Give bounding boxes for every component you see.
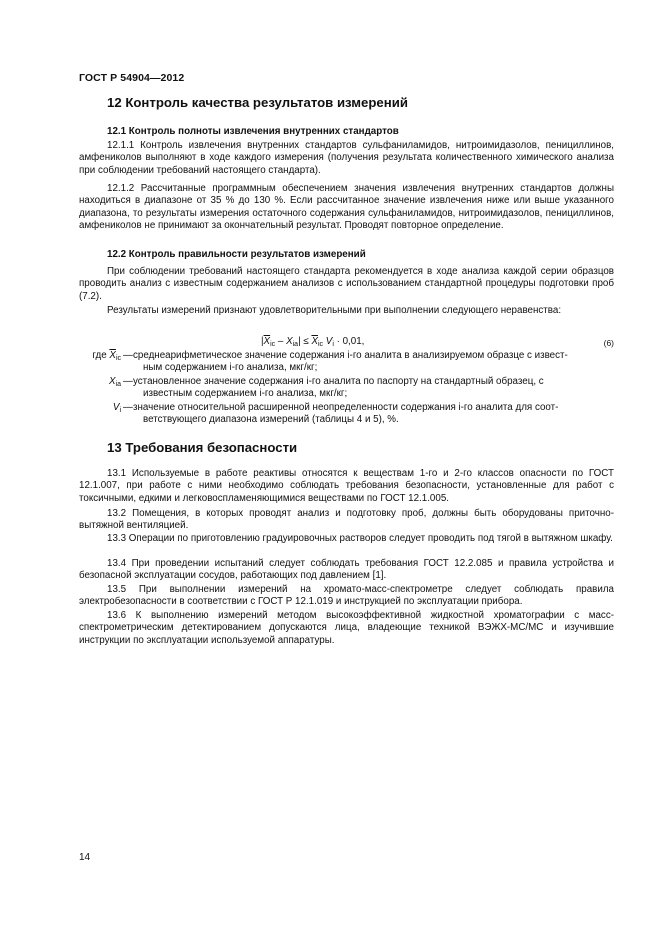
paragraph-13-6: 13.6 К выполнению измерений методом высокоэффективной жидкостной хроматографии с масс-спектрометрическим детектированием допускаются лица, владеющие техникой ВЭЖХ-МС/МС и изучившие инструкции по эксплуатации используемой аппаратуры. — [79, 610, 614, 646]
document-header: ГОСТ Р 54904—2012 — [79, 72, 185, 84]
subsection-12-1-heading: 12.1 Контроль полноты извлечения внутренних стандартов — [107, 126, 399, 137]
formula-number: (6) — [603, 338, 614, 348]
paragraph-12-1-1: 12.1.1 Контроль извлечения внутренних стандартов сульфаниламидов, нитроимидазолов, пенициллинов, амфениколов выполняют в ходе каждого измерения (получения результата количественного химического анализа при соблюдении требований настоящего стандарта). — [79, 140, 614, 176]
formula-6 — [79, 336, 614, 349]
formula-tail: · 0,01, — [333, 336, 365, 347]
section-12-heading: 12 Контроль качества результатов измерений — [107, 95, 408, 110]
paragraph-13-2: 13.2 Помещения, в которых проводят анализ и подготовку проб, должны быть оборудованы приточно-вытяжной вентиляцией. — [79, 508, 614, 532]
definition-text-cont: ветствующего диапазона измерений (таблицы 4 и 5), %. — [143, 414, 399, 426]
definition-text: значение относительной расширенной неопределенности содержания i-го аналита для соот- — [133, 402, 559, 413]
definition-symbol: где $\overline{X}_{ic}$ — [92, 350, 121, 362]
paragraph-12-2-a: При соблюдении требований настоящего стандарта рекомендуется в ходе анализа каждой серии образцов проводить анализ с известным содержанием анализов с использованием стандартной процедуры подготовки проб (7.2). — [79, 266, 614, 302]
definition-text: среднеарифметическое значение содержания i-го аналита в анализируемом образце с извест- — [133, 350, 568, 361]
definition-x-ia: $X_{ia}$ — установленное значение содержания i-го аналита по паспорту на стандартный образец, с известным содержанием i-го анализа, мкг/кг; — [79, 376, 614, 401]
paragraph-13-1: 13.1 Используемые в работе реактивы относятся к веществам 1-го и 2-го классов опасности по ГОСТ 12.1.007, при работе с ними необходимо соблюдать требования безопасности, установленные для работ с токсичными, едкими и легковоспламеняющимися веществами по ГОСТ 12.1.005. — [79, 468, 614, 504]
formula-expression: $|\overline{X}_{ic} - X_{ia}| \le \overline{X}_{ic}$ $V_i \cdot 0,01$, — [261, 336, 365, 348]
definition-x-ic: где $\overline{X}_{ic}$ — среднеарифметическое значение содержания i-го аналита в анализируемом образце с извест- ным содержанием i-го анализа, мкг/кг; — [79, 350, 614, 375]
definition-text-cont: ным содержанием i-го анализа, мкг/кг; — [143, 362, 318, 374]
paragraph-13-4: 13.4 При проведении испытаний следует соблюдать требования ГОСТ 12.2.085 и правила устройства и безопасной эксплуатации сосудов, работающих под давлением [1]. — [79, 558, 614, 582]
paragraph-13-5: 13.5 При выполнении измерений на хромато-масс-спектрометре следует соблюдать правила электробезопасности в соответствии с ГОСТ Р 12.1.019 и инструкцией по эксплуатации прибора. — [79, 584, 614, 608]
paragraph-12-2-b: Результаты измерений признают удовлетворительными при выполнении следующего неравенства: — [107, 305, 562, 316]
definition-v-i: $V_i$ — значение относительной расширенной неопределенности содержания i-го аналита для соот- ветствующего диапазона измерений (таблицы 4 и 5), %. — [79, 402, 614, 427]
definition-text: установленное значение содержания i-го аналита по паспорту на стандартный образец, с — [133, 376, 544, 387]
page-number: 14 — [79, 852, 91, 863]
section-13-heading: 13 Требования безопасности — [107, 440, 298, 455]
paragraph-13-3: 13.3 Операции по приготовлению градуировочных растворов следует проводить под тягой в вытяжном шкафу. — [107, 533, 613, 544]
definition-symbol: $X_{ia}$ — [109, 376, 121, 388]
definition-text-cont: известным содержанием i-го анализа, мкг/кг; — [143, 388, 348, 400]
subsection-12-2-heading: 12.2 Контроль правильности результатов измерений — [107, 249, 366, 260]
paragraph-12-1-2: 12.1.2 Рассчитанные программным обеспечением значения извлечения внутренних стандартов должны находиться в диапазоне от 35 % до 130 %. Если рассчитанное значение извлечения ниже или выше указанного диапазона, то результаты измерения остаточного содержания сульфаниламидов, нитроимидазолов, пенициллинов, амфениколов не принимают за окончательный результат. Проводят повторное определение. — [79, 183, 614, 232]
definition-symbol: $V_i$ — [112, 402, 121, 414]
